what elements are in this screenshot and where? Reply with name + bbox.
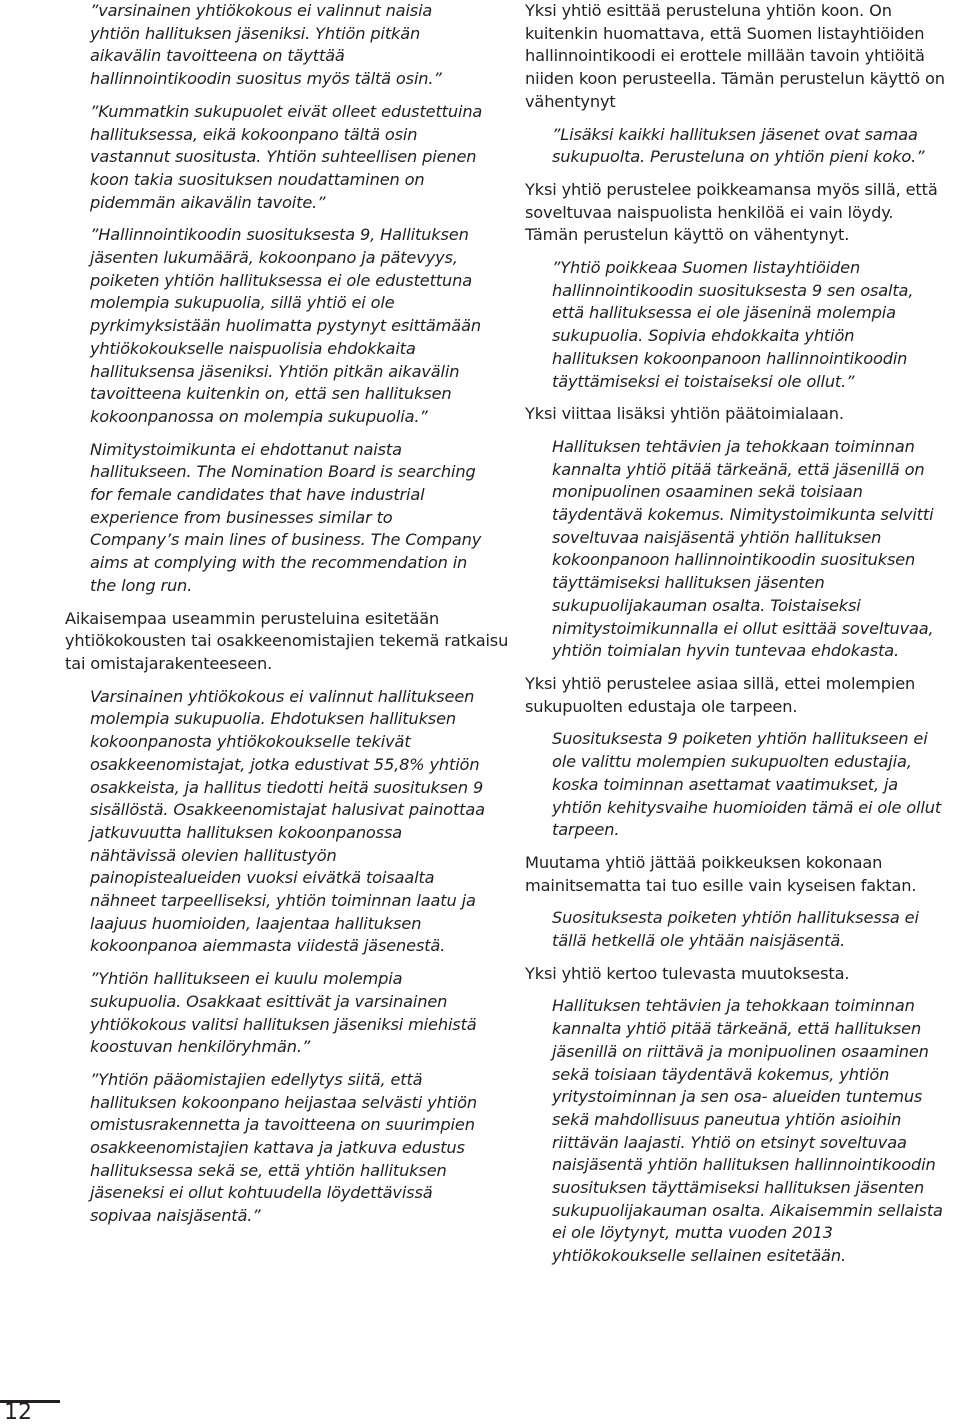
body-paragraph: Yksi yhtiö perustelee poikkeamansa myös sillä, että soveltuvaa naispuolista henkilöä ei vain löydy. Tämän perustelun käyttö on vähentynyt. [525, 179, 938, 245]
page-number: 12 [4, 1400, 32, 1425]
quote-paragraph: ”Yhtiön hallitukseen ei kuulu molempia sukupuolia. Osakkaat esittivät ja varsinainen yhtiökokous valitsi hallituksen jäseniksi miehistä koostuvan henkilöryhmän.” [90, 969, 477, 1057]
body-paragraph: Yksi viittaa lisäksi yhtiön päätoimialaan. [525, 404, 844, 424]
quote-paragraph: ”Yhtiön pääomistajien edellytys siitä, että hallituksen kokoonpano heijastaa selvästi yhtiön omistusrakennetta ja tavoitteena on suurimpien osakkeenomistajien kattava ja jatkuva edustus hallituksessa sekä se, että yhtiön hallituksen jäseneksi ei ollut kohtuudella löydettävissä sopivaa naisjäsentä.” [90, 1069, 478, 1226]
quote-paragraph: Hallituksen tehtävien ja tehokkaan toiminnan kannalta yhtiö pitää tärkeänä, että hallituksen jäsenillä on riittävä ja monipuolinen osaaminen sekä toisiaan täydentävä kokemus, yhtiön yritystoiminnan ja sen osa- alueiden tuntemus sekä mahdollisuus paneutua yhtiön asioihin riittävän laajasti. Yhtiö on etsinyt soveltuvaa naisjäsentä yhtiön hallituksen hallinnointikoodin suosituksen täyttämiseksi hallituksen jäsenten sukupuolijakauman osalta. Aikaisemmin sellaista ei ole löytynyt, mutta vuoden 2013 yhtiökokoukselle sellainen esitetään. [552, 996, 943, 1266]
quote-paragraph: ”Lisäksi kaikki hallituksen jäsenet ovat samaa sukupuolta. Perusteluna on yhtiön pieni koko.” [552, 124, 925, 167]
quote-paragraph: Varsinainen yhtiökokous ei valinnut hallitukseen molempia sukupuolia. Ehdotuksen hallituksen kokoonpanosta yhtiökokoukselle tekivät osakkeenomistajat, jotka edustivat 55,8% yhtiön osakkeista, ja hallitus tiedotti heitä suosituksen 9 sisällöstä. Osakkeenomistajat halusivat painottaa jatkuvuutta hallituksen kokoonpanossa nähtävissä olevien hallitustyön painopistealueiden vuoksi eivätkä toisaalta nähneet tarpeelliseksi, yhtiön toiminnan laatu ja laajuus huomioiden, laajentaa hallituksen kokoonpanoa aiemmasta viidestä jäsenestä. [90, 686, 485, 956]
quote-paragraph: ”Yhtiö poikkeaa Suomen listayhtiöiden hallinnointikoodin suosituksesta 9 sen osalta, että hallituksessa ei ole jäseninä molempia sukupuolia. Sopivia ehdokkaita yhtiön hallituksen kokoonpanoon hallinnointikoodin täyttämiseksi ei toistaiseksi ole ollut.” [552, 258, 914, 391]
body-paragraph: Aikaisempaa useammin perusteluina esitetään yhtiökokousten tai osakkeenomistajien tekemä ratkaisu tai omistajarakenteeseen. [65, 608, 509, 673]
quote-paragraph: Suosituksesta 9 poiketen yhtiön hallitukseen ei ole valittu molempien sukupuolten edustajia, koska toiminnan asettamat vaatimukset, ja yhtiön kehitysvaihe huomioiden tämä ei ole ollut tarpeen. [552, 729, 942, 840]
quote-paragraph: ”Hallinnointikoodin suosituksesta 9, Hallituksen jäsenten lukumäärä, kokoonpano ja pätevyys, poiketen yhtiön hallituksessa ei ole edustettuna molempia sukupuolia, sillä yhtiö ei ole pyrkimyksistään huolimatta pystynyt esittämään yhtiökokoukselle naispuolisia ehdokkaita hallituksensa jäseniksi. Yhtiön pitkän aikavälin tavoitteena kuitenkin on, että sen hallituksen kokoonpanossa on molempia sukupuolia.” [90, 225, 481, 426]
right-column [525, 0, 945, 1278]
quote-paragraph: ”Kummatkin sukupuolet eivät olleet edustettuina hallituksessa, eikä kokoonpano tältä osin vastannut suositusta. Yhtiön suhteellisen pienen koon takia suosituksen noudattaminen on pidemmän aikavälin tavoite.” [90, 101, 483, 212]
quote-paragraph: Nimitystoimikunta ei ehdottanut naista hallitukseen. The Nomination Board is searching for female candidates that have industrial experience from businesses similar to Company’s main lines of business. The Company aims at complying with the recommendation in the long run. [90, 439, 482, 595]
quote-paragraph: ”varsinainen yhtiökokous ei valinnut naisia yhtiön hallituksen jäseniksi. Yhtiön pitkän aikavälin tavoitteena on täyttää hallinnointikoodin suositus myös tältä osin.” [90, 1, 442, 89]
body-paragraph: Yksi yhtiö perustelee asiaa sillä, ettei molempien sukupuolten edustaja ole tarpeen. [525, 673, 916, 716]
quote-paragraph: Suosituksesta poiketen yhtiön hallituksessa ei tällä hetkellä ole yhtään naisjäsentä. [552, 908, 919, 951]
left-column [65, 0, 509, 1238]
body-paragraph: Muutama yhtiö jättää poikkeuksen kokonaan mainitsematta tai tuo esille vain kyseisen faktan. [525, 852, 917, 895]
body-paragraph: Yksi yhtiö esittää perusteluna yhtiön koon. On kuitenkin huomattava, että Suomen listayhtiöiden hallinnointikoodi ei erottele millään tavoin yhtiöitä niiden koon perusteella. Tämän perustelun käyttö on vähentynyt [525, 1, 945, 111]
quote-paragraph: Hallituksen tehtävien ja tehokkaan toiminnan kannalta yhtiö pitää tärkeänä, että jäsenillä on monipuolinen osaaminen sekä toisiaan täydentävä kokemus. Nimitystoimikunta selvitti soveltuvaa naisjäsentä yhtiön hallituksen kokoonpanoon hallinnointikoodin suosituksen täyttämiseksi hallituksen jäsenten sukupuolijakauman osalta. Toistaiseksi nimitystoimikunnalla ei ollut esittää soveltuvaa, yhtiön toimialan hyvin tuntevaa ehdokasta. [552, 436, 934, 661]
body-paragraph: Yksi yhtiö kertoo tulevasta muutoksesta. [525, 963, 850, 983]
